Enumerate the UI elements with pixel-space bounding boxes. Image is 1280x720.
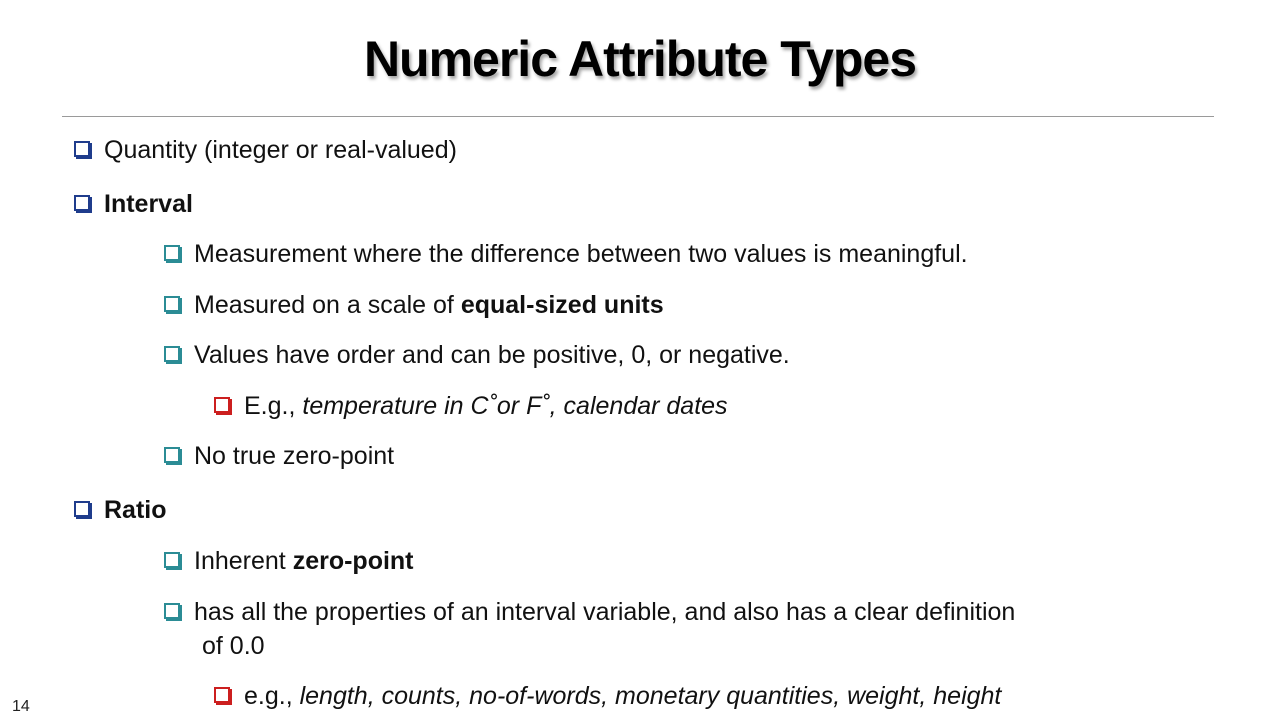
checkbox-bullet-icon [214,687,230,703]
bullet-ratio-example [214,682,1001,711]
bullet-interval-definition [164,240,968,269]
checkbox-bullet-icon [164,245,180,261]
bullet-text: Measured on a scale of [194,291,461,319]
bullet-ratio-definition-continued: of 0.0 [202,632,265,660]
title-divider [62,116,1214,117]
bullet-text: Measurement where the difference between two values is meaningful. [194,240,968,268]
checkbox-bullet-icon [74,501,90,517]
bullet-text: E.g., [244,392,303,420]
checkbox-bullet-icon [164,552,180,568]
bullet-no-zero [164,442,394,471]
bullet-text: e.g., [244,682,300,710]
bullet-text: Values have order and can be positive, 0, or negative. [194,341,790,369]
bullet-equal-units [164,291,664,320]
bullet-ratio-definition [164,598,1015,627]
bullet-quantity [74,136,457,165]
bullet-interval [74,190,193,219]
bullet-order [164,341,790,370]
checkbox-bullet-icon [164,346,180,362]
checkbox-bullet-icon [164,296,180,312]
bullet-text: Interval [104,190,193,218]
bullet-example: length, counts, no-of-words, monetary quantities, weight, height [299,682,1002,710]
checkbox-bullet-icon [164,447,180,463]
bullet-text: Quantity (integer or real-valued) [104,136,457,164]
checkbox-bullet-icon [164,603,180,619]
slide-title: Numeric Attribute Types [363,31,917,87]
page-number: 14 [12,698,30,715]
bullet-inherent-zero [164,547,414,576]
bullet-example: temperature in C˚or F˚, calendar dates [302,392,728,420]
bullet-text: Ratio [104,496,167,524]
bullet-interval-example [214,392,728,421]
checkbox-bullet-icon [74,141,90,157]
bullet-text: Inherent [194,547,293,575]
checkbox-bullet-icon [74,195,90,211]
bullet-ratio [74,496,167,525]
bullet-emphasis: equal-sized units [460,291,664,319]
checkbox-bullet-icon [214,397,230,413]
bullet-text: No true zero-point [194,442,395,470]
bullet-emphasis: zero-point [292,547,414,575]
bullet-text: has all the properties of an interval variable, and also has a clear definition [194,598,1016,626]
